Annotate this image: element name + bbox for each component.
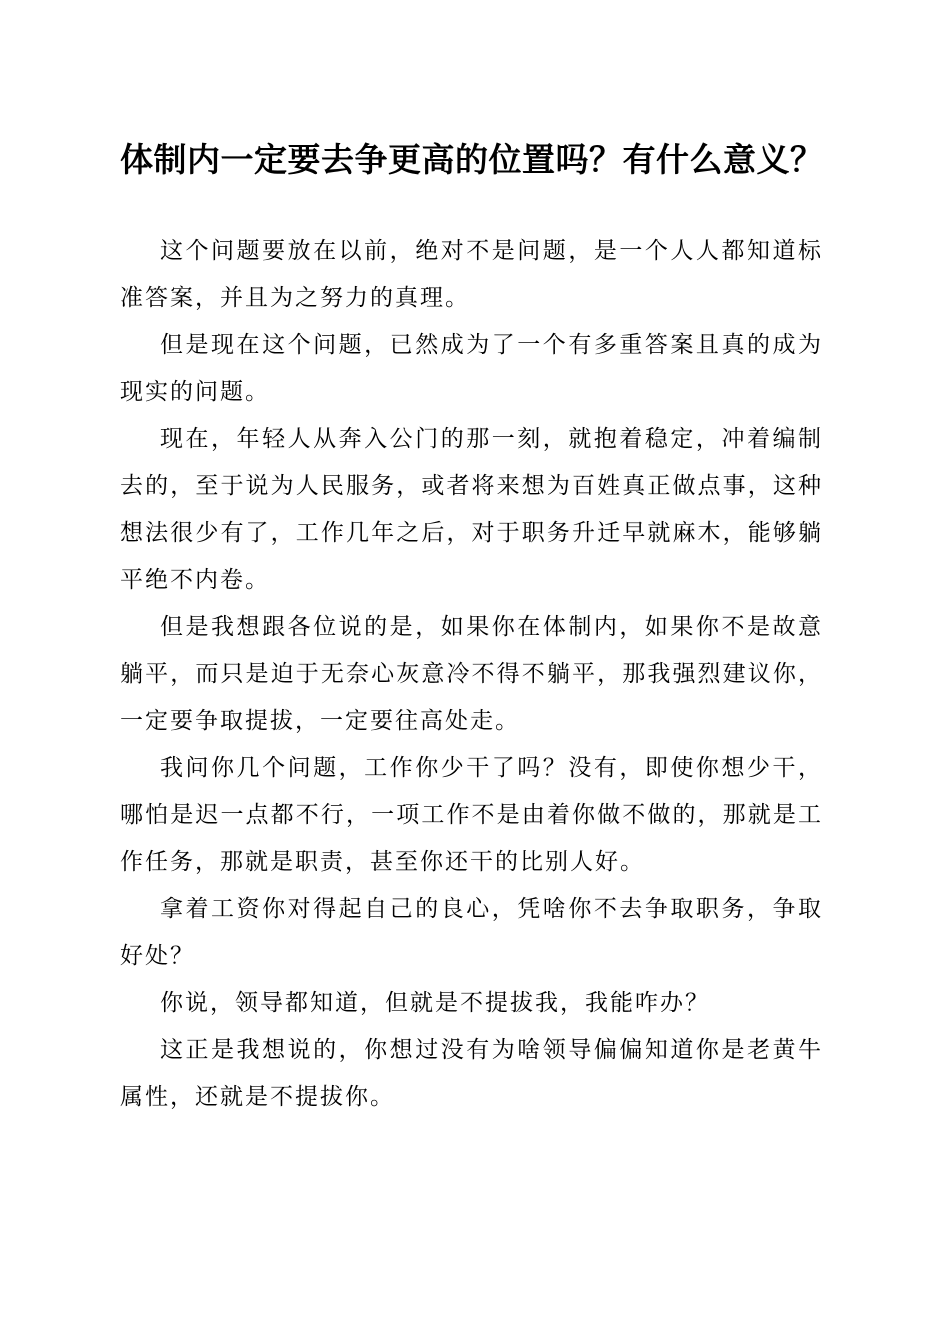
paragraph: 但是现在这个问题，已然成为了一个有多重答案且真的成为现实的问题。 — [120, 332, 823, 405]
paragraph: 你说，领导都知道，但就是不提拔我，我能咋办？ — [160, 990, 710, 1016]
paragraph: 这正是我想说的，你想过没有为啥领导偏偏知道你是老黄牛属性，还就是不提拔你。 — [120, 1037, 823, 1110]
document-title: 体制内一定要去争更高的位置吗？有什么意义？ — [120, 140, 824, 179]
paragraph: 我问你几个问题，工作你少干了吗？没有，即使你想少干，哪怕是迟一点都不行，一项工作不是由着你做不做的，那就是工作任务，那就是职责，甚至你还干的比别人好。 — [120, 755, 823, 875]
paragraph: 拿着工资你对得起自己的良心，凭啥你不去争取职务，争取好处？ — [120, 896, 823, 969]
paragraph: 现在，年轻人从奔入公门的那一刻，就抱着稳定，冲着编制去的，至于说为人民服务，或者将来想为百姓真正做点事，这种想法很少有了，工作几年之后，对于职务升迁早就麻木，能够躺平绝不内卷。 — [120, 426, 823, 593]
paragraph: 这个问题要放在以前，绝对不是问题，是一个人人都知道标准答案，并且为之努力的真理。 — [120, 238, 823, 311]
document-body — [120, 228, 823, 1121]
paragraph: 但是我想跟各位说的是，如果你在体制内，如果你不是故意躺平，而只是迫于无奈心灰意冷不得不躺平，那我强烈建议你，一定要争取提拔，一定要往高处走。 — [120, 614, 823, 734]
